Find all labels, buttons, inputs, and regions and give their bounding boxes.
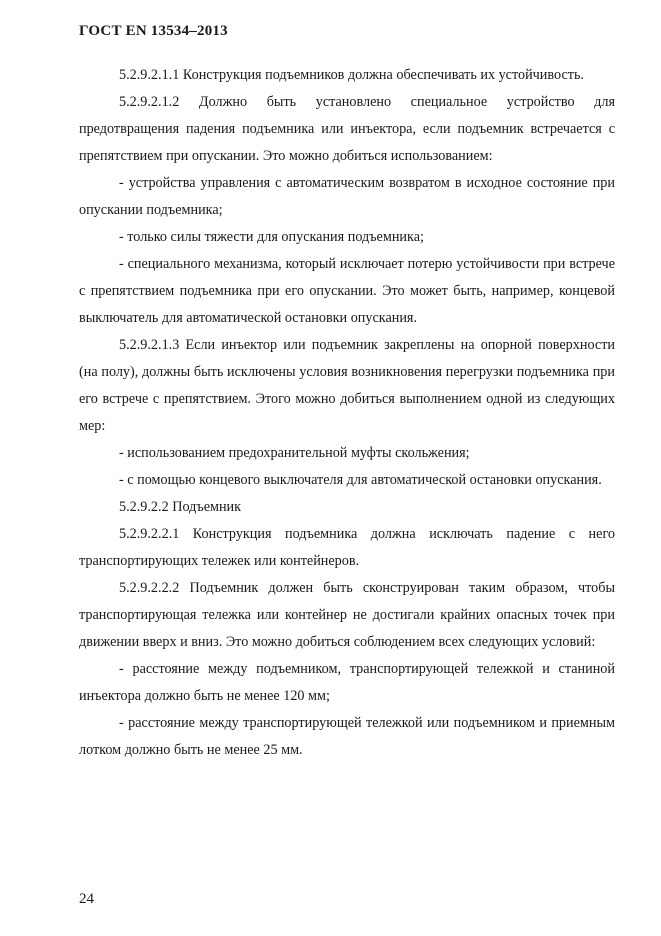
list-item-slip-clutch: - использованием предохранительной муфты скольжения; bbox=[119, 445, 470, 461]
list-item-gravity-only: - только силы тяжести для опускания подъемника; bbox=[119, 229, 424, 245]
paragraph-5-2-9-2-2-2: 5.2.9.2.2.2 Подъемник должен быть сконструирован таким образом, чтобы транспортирующая тележка или контейнер не достигали крайних опасных точек при движении вверх и вниз. Это можно добиться соблюдением всех следующих условий: bbox=[79, 580, 615, 650]
document-body bbox=[79, 62, 615, 764]
paragraph-5-2-9-2-1-3: 5.2.9.2.1.3 Если инъектор или подъемник закреплены на опорной поверхности (на полу), должны быть исключены условия возникновения перегрузки подъемника при его встрече с препятствием. Этого можно добиться выполнением одной из следующих мер: bbox=[79, 337, 615, 434]
list-item-auto-return-control: - устройства управления с автоматическим возвратом в исходное состояние при опускании подъемника; bbox=[79, 175, 615, 218]
paragraph-5-2-9-2-1-1: 5.2.9.2.1.1 Конструкция подъемников должна обеспечивать их устойчивость. bbox=[119, 67, 584, 83]
page-number: 24 bbox=[79, 891, 94, 907]
paragraph-5-2-9-2-1-2: 5.2.9.2.1.2 Должно быть установлено специальное устройство для предотвращения падения подъемника или инъектора, если подъемник встречается с препятствием при опускании. Это можно добиться использованием: bbox=[79, 94, 615, 164]
list-item-distance-120mm: - расстояние между подъемником, транспортирующей тележкой и станиной инъектора должно быть не менее 120 мм; bbox=[79, 661, 615, 704]
section-heading-5-2-9-2-2: 5.2.9.2.2 Подъемник bbox=[119, 499, 242, 515]
document-header: ГОСТ EN 13534–2013 bbox=[79, 23, 228, 39]
list-item-special-mechanism: - специального механизма, который исключает потерю устойчивости при встрече с препятствием подъемника при его опускании. Это может быть, например, концевой выключатель для автоматической остановки опускания. bbox=[79, 256, 615, 326]
paragraph-5-2-9-2-2-1: 5.2.9.2.2.1 Конструкция подъемника должна исключать падение с него транспортирующих тележек или контейнеров. bbox=[79, 526, 615, 569]
list-item-distance-25mm: - расстояние между транспортирующей тележкой или подъемником и приемным лотком должно быть не менее 25 мм. bbox=[79, 715, 615, 758]
list-item-limit-switch: - с помощью концевого выключателя для автоматической остановки опускания. bbox=[119, 472, 602, 488]
